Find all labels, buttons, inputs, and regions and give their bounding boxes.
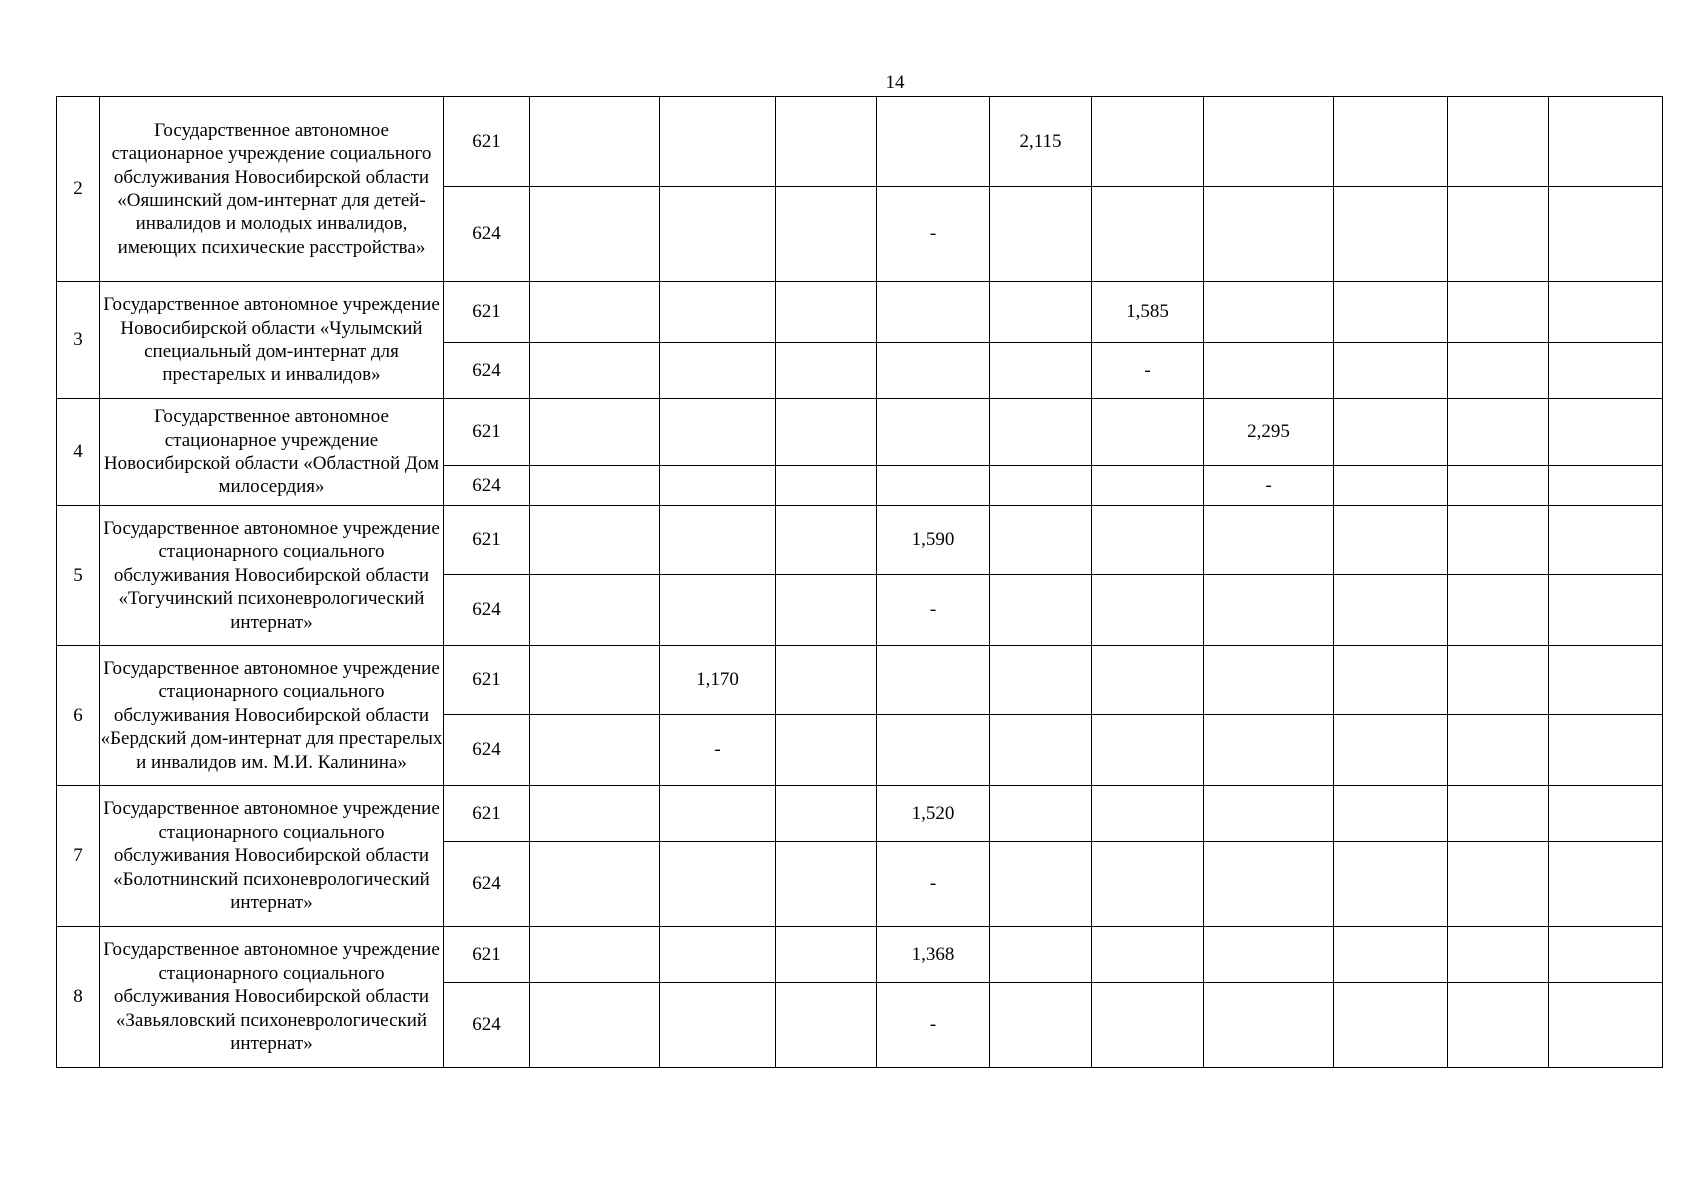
value-cell (530, 282, 660, 343)
value-cell (1092, 466, 1204, 506)
value-cell (660, 343, 776, 399)
value-cell (776, 646, 877, 715)
value-cell (990, 399, 1092, 466)
value-cell (530, 983, 660, 1068)
value-cell (1092, 97, 1204, 187)
value-cell (1092, 646, 1204, 715)
value-cell (530, 575, 660, 646)
value-cell (1549, 97, 1663, 187)
institution-name-cell: Государственное автономное учреждение стационарного социального обслуживания Новосибирской области «Бердский дом-интернат для престарелых и инвалидов им. М.И. Калинина» (100, 646, 444, 786)
value-cell (990, 575, 1092, 646)
value-cell (530, 786, 660, 842)
expense-code-cell: 621 (444, 282, 530, 343)
value-cell (1092, 187, 1204, 282)
value-cell (1334, 97, 1448, 187)
value-cell (776, 715, 877, 786)
value-cell (877, 343, 990, 399)
value-cell (1334, 646, 1448, 715)
value-cell (1549, 983, 1663, 1068)
value-cell (660, 842, 776, 927)
value-cell (877, 646, 990, 715)
value-cell (1549, 842, 1663, 927)
value-cell (1092, 983, 1204, 1068)
expense-code-cell: 621 (444, 646, 530, 715)
value-cell: - (877, 575, 990, 646)
value-cell (1204, 575, 1334, 646)
value-cell (877, 97, 990, 187)
value-cell (1334, 842, 1448, 927)
expense-code-cell: 621 (444, 399, 530, 466)
value-cell: - (1092, 343, 1204, 399)
row-number-cell: 6 (57, 646, 100, 786)
table-row (57, 927, 1663, 983)
value-cell (1549, 466, 1663, 506)
expense-code-cell: 624 (444, 343, 530, 399)
value-cell (1334, 575, 1448, 646)
value-cell (1204, 97, 1334, 187)
table-row (57, 399, 1663, 466)
value-cell (660, 575, 776, 646)
row-number-cell: 4 (57, 399, 100, 506)
expense-code-cell: 621 (444, 927, 530, 983)
value-cell: 2,295 (1204, 399, 1334, 466)
value-cell (1448, 842, 1549, 927)
value-cell: - (660, 715, 776, 786)
value-cell (990, 715, 1092, 786)
value-cell (776, 983, 877, 1068)
value-cell (1549, 506, 1663, 575)
value-cell (1334, 343, 1448, 399)
value-cell (776, 506, 877, 575)
value-cell (530, 506, 660, 575)
value-cell (660, 983, 776, 1068)
value-cell (990, 282, 1092, 343)
institution-name-cell: Государственное автономное стационарное учреждение социального обслуживания Новосибирской области «Ояшинский дом-интернат для детей-инвалидов и молодых инвалидов, имеющих психические расстройства» (100, 97, 444, 282)
value-cell (990, 187, 1092, 282)
value-cell (776, 786, 877, 842)
value-cell (990, 786, 1092, 842)
value-cell (1204, 842, 1334, 927)
value-cell (776, 466, 877, 506)
value-cell (990, 842, 1092, 927)
value-cell (877, 399, 990, 466)
value-cell (1204, 343, 1334, 399)
value-cell (1549, 715, 1663, 786)
value-cell: 1,170 (660, 646, 776, 715)
value-cell (530, 466, 660, 506)
expense-code-cell: 624 (444, 842, 530, 927)
value-cell (530, 715, 660, 786)
row-number-cell: 7 (57, 786, 100, 927)
value-cell (1549, 927, 1663, 983)
value-cell (776, 842, 877, 927)
data-table (56, 96, 1663, 1068)
value-cell (1448, 983, 1549, 1068)
row-number-cell: 8 (57, 927, 100, 1068)
value-cell (530, 646, 660, 715)
value-cell (776, 282, 877, 343)
expense-code-cell: 621 (444, 506, 530, 575)
value-cell (660, 786, 776, 842)
value-cell (990, 466, 1092, 506)
institution-name-cell: Государственное автономное стационарное учреждение Новосибирской области «Областной Дом милосердия» (100, 399, 444, 506)
value-cell (1204, 187, 1334, 282)
value-cell (1204, 282, 1334, 343)
value-cell (1092, 399, 1204, 466)
value-cell (776, 399, 877, 466)
value-cell: - (1204, 466, 1334, 506)
table-row (57, 97, 1663, 187)
value-cell (776, 343, 877, 399)
value-cell (1448, 927, 1549, 983)
value-cell (1334, 506, 1448, 575)
value-cell (660, 97, 776, 187)
value-cell (877, 466, 990, 506)
value-cell (1448, 399, 1549, 466)
value-cell (1549, 343, 1663, 399)
value-cell (1549, 575, 1663, 646)
value-cell (660, 282, 776, 343)
value-cell (1204, 715, 1334, 786)
value-cell: 1,590 (877, 506, 990, 575)
value-cell (1334, 466, 1448, 506)
value-cell (660, 187, 776, 282)
value-cell (1549, 282, 1663, 343)
value-cell (1204, 646, 1334, 715)
expense-code-cell: 624 (444, 715, 530, 786)
value-cell: 2,115 (990, 97, 1092, 187)
expense-code-cell: 621 (444, 786, 530, 842)
expense-code-cell: 624 (444, 983, 530, 1068)
value-cell (660, 506, 776, 575)
value-cell (1448, 715, 1549, 786)
value-cell (1549, 187, 1663, 282)
table-row (57, 282, 1663, 343)
value-cell (1092, 506, 1204, 575)
value-cell (1334, 187, 1448, 282)
value-cell (1092, 715, 1204, 786)
value-cell (530, 97, 660, 187)
value-cell (1448, 786, 1549, 842)
value-cell (1448, 97, 1549, 187)
value-cell (530, 343, 660, 399)
value-cell (1549, 646, 1663, 715)
value-cell (1549, 786, 1663, 842)
value-cell (877, 282, 990, 343)
value-cell (530, 842, 660, 927)
row-number-cell: 3 (57, 282, 100, 399)
value-cell (990, 927, 1092, 983)
value-cell: 1,368 (877, 927, 990, 983)
value-cell (1448, 282, 1549, 343)
value-cell (1448, 187, 1549, 282)
table-row (57, 786, 1663, 842)
value-cell (1334, 927, 1448, 983)
value-cell (1448, 646, 1549, 715)
value-cell (660, 399, 776, 466)
page-number: 14 (885, 72, 905, 93)
value-cell (530, 927, 660, 983)
expense-code-cell: 624 (444, 187, 530, 282)
institution-name-cell: Государственное автономное учреждение стационарного социального обслуживания Новосибирской области «Тогучинский психоневрологический интернат» (100, 506, 444, 646)
value-cell (877, 715, 990, 786)
value-cell (1204, 927, 1334, 983)
value-cell (1549, 399, 1663, 466)
value-cell (990, 506, 1092, 575)
value-cell (1448, 343, 1549, 399)
institution-name-cell: Государственное автономное учреждение стационарного социального обслуживания Новосибирской области «Завьяловский психоневрологический интернат» (100, 927, 444, 1068)
value-cell (1334, 786, 1448, 842)
value-cell (1204, 786, 1334, 842)
value-cell (1204, 506, 1334, 575)
value-cell (1092, 842, 1204, 927)
value-cell (1448, 575, 1549, 646)
value-cell: - (877, 842, 990, 927)
expense-code-cell: 624 (444, 466, 530, 506)
value-cell (1334, 399, 1448, 466)
value-cell (530, 399, 660, 466)
value-cell (1204, 983, 1334, 1068)
table-row (57, 646, 1663, 715)
value-cell (1448, 506, 1549, 575)
value-cell (776, 97, 877, 187)
table-body (57, 97, 1663, 1068)
row-number-cell: 5 (57, 506, 100, 646)
value-cell (1334, 983, 1448, 1068)
institution-name-cell: Государственное автономное учреждение стационарного социального обслуживания Новосибирской области «Болотнинский психоневрологический интернат» (100, 786, 444, 927)
expense-code-cell: 621 (444, 97, 530, 187)
value-cell (1092, 575, 1204, 646)
value-cell: - (877, 187, 990, 282)
value-cell (530, 187, 660, 282)
institution-name-cell: Государственное автономное учреждение Новосибирской области «Чулымский специальный дом-интернат для престарелых и инвалидов» (100, 282, 444, 399)
table-row (57, 506, 1663, 575)
value-cell (660, 927, 776, 983)
value-cell (1092, 786, 1204, 842)
value-cell: 1,520 (877, 786, 990, 842)
value-cell (1448, 466, 1549, 506)
row-number-cell: 2 (57, 97, 100, 282)
value-cell (1334, 715, 1448, 786)
value-cell (660, 466, 776, 506)
value-cell (1334, 282, 1448, 343)
value-cell (990, 983, 1092, 1068)
value-cell: 1,585 (1092, 282, 1204, 343)
value-cell (776, 927, 877, 983)
expense-code-cell: 624 (444, 575, 530, 646)
value-cell (990, 343, 1092, 399)
value-cell (776, 187, 877, 282)
value-cell (776, 575, 877, 646)
value-cell (1092, 927, 1204, 983)
value-cell (990, 646, 1092, 715)
value-cell: - (877, 983, 990, 1068)
